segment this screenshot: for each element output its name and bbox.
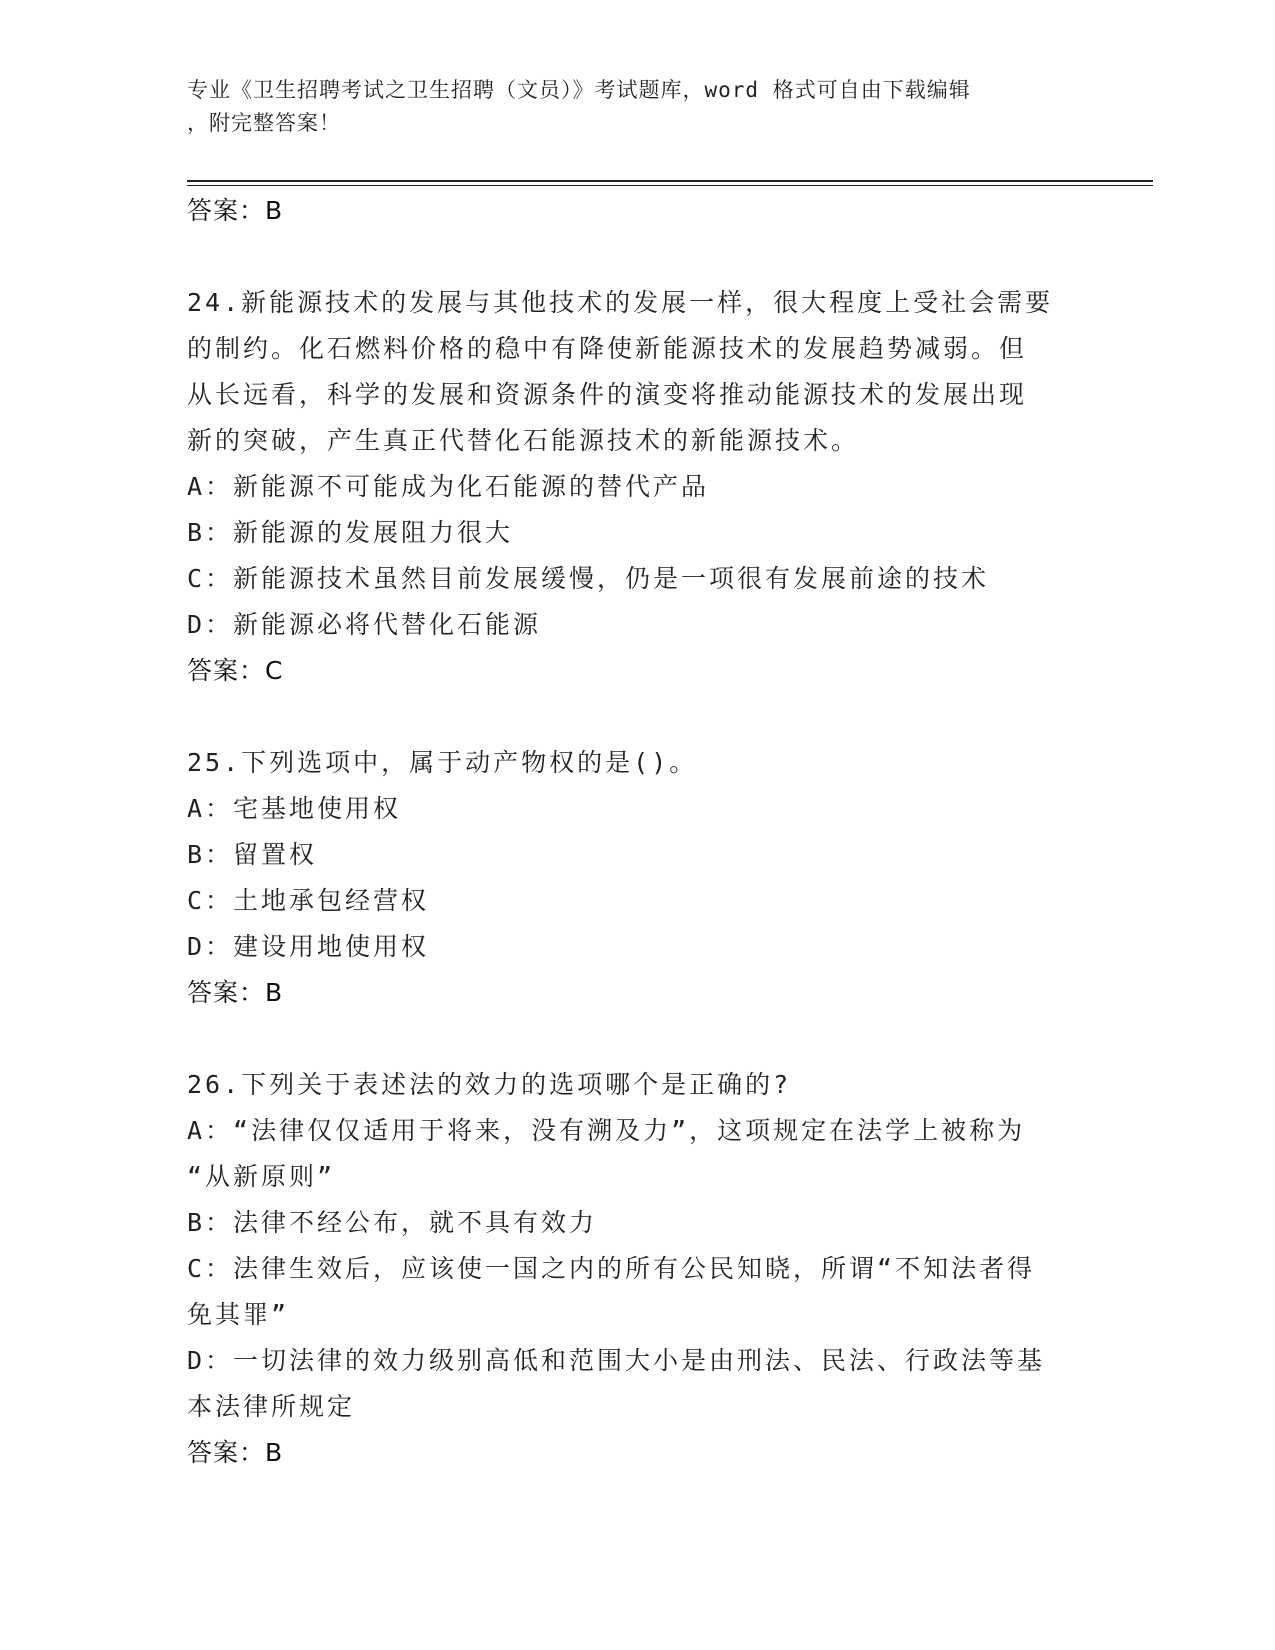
header-line-2: ，附完整答案！: [187, 111, 341, 135]
question-stem: [187, 740, 1087, 786]
stem-line: 新能源技术的发展与其他技术的发展一样，很大程度上受社会需要: [241, 288, 1054, 317]
option-d: D：一切法律的效力级别高低和范围大小是由刑法、民法、行政法等基: [187, 1346, 1046, 1375]
question-number: 25.: [187, 748, 242, 777]
question-number: 24.: [187, 288, 242, 317]
answer: 答案：B: [187, 1438, 284, 1467]
option-c-continued: 免其罪”: [187, 1300, 290, 1329]
previous-answer: 答案：B: [187, 196, 284, 225]
answer: 答案：B: [187, 978, 284, 1007]
option-c: C：土地承包经营权: [187, 886, 430, 915]
option-d-continued: 本法律所规定: [187, 1392, 356, 1421]
answer: 答案：C: [187, 656, 284, 685]
stem-line: 的制约。化石燃料价格的稳中有降使新能源技术的发展趋势减弱。但: [187, 334, 1028, 363]
page-header: [187, 74, 1067, 140]
question-25: [187, 740, 1087, 1016]
header-rule-thin: [187, 185, 1153, 186]
option-c: C：法律生效后，应该使一国之内的所有公民知晓，所谓“不知法者得: [187, 1254, 1036, 1283]
header-line-1: 专业《卫生招聘考试之卫生招聘（文员）》考试题库，word 格式可自由下载编辑: [187, 78, 971, 102]
option-b: B：新能源的发展阻力很大: [187, 518, 514, 547]
option-a: A：宅基地使用权: [187, 794, 402, 823]
stem-line: 下列选项中，属于动产物权的是()。: [241, 748, 698, 777]
option-d: D：新能源必将代替化石能源: [187, 610, 542, 639]
stem-line: 下列关于表述法的效力的选项哪个是正确的?: [241, 1070, 792, 1099]
header-rule-thick: [187, 180, 1153, 182]
option-a: A：“法律仅仅适用于将来，没有溯及力”，这项规定在法学上被称为: [187, 1116, 1026, 1145]
question-number: 26.: [187, 1070, 242, 1099]
option-b: B：留置权: [187, 840, 318, 869]
stem-line: 新的突破，产生真正代替化石能源技术的新能源技术。: [187, 426, 860, 455]
option-b: B：法律不经公布，就不具有效力: [187, 1208, 598, 1237]
question-24: [187, 280, 1087, 694]
option-a-continued: “从新原则”: [187, 1162, 336, 1191]
question-26: [187, 1062, 1087, 1476]
question-list: [187, 188, 1087, 1476]
option-a: A：新能源不可能成为化石能源的替代产品: [187, 472, 710, 501]
option-d: D：建设用地使用权: [187, 932, 430, 961]
stem-line: 从长远看，科学的发展和资源条件的演变将推动能源技术的发展出现: [187, 380, 1028, 409]
question-stem: [187, 280, 1087, 326]
question-stem: [187, 1062, 1087, 1108]
option-c: C：新能源技术虽然目前发展缓慢，仍是一项很有发展前途的技术: [187, 564, 990, 593]
